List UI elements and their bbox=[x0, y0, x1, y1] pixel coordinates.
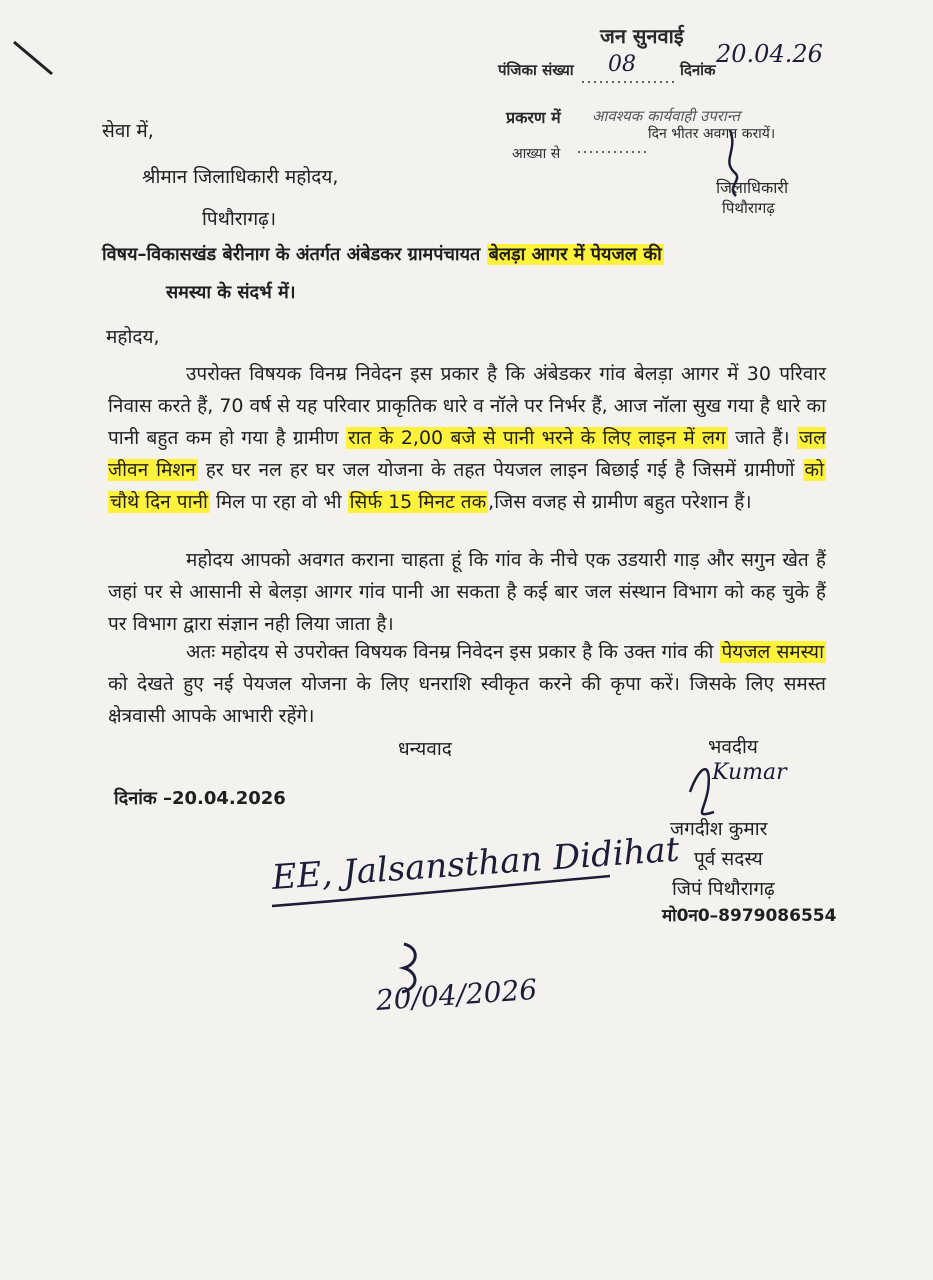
subject-line-2: समस्या के संदर्भ में। bbox=[166, 282, 296, 303]
stamp-akhya-text: दिन भीतर अवगत करायें। bbox=[648, 126, 776, 142]
subject-line-1 bbox=[102, 244, 664, 266]
paragraph-3 bbox=[108, 636, 826, 732]
p1-text-c: हर घर नल हर घर जल योजना के तहत पेयजल लाइन बिछाई गई है जिसमें ग्रामीणों bbox=[197, 459, 803, 481]
p3-text-a: अतः महोदय से उपरोक्त विषयक विनम्र निवेदन इस प्रकार है कि उक्त गांव की bbox=[186, 641, 720, 663]
endorsement-text: EE, Jalsansthan Didihat bbox=[270, 829, 681, 898]
stamp-register-no: 08 bbox=[608, 52, 636, 77]
p1-text-d: को bbox=[804, 459, 825, 481]
stamp-officer: जिलाधिकारी bbox=[716, 178, 789, 197]
yours-faithfully: भवदीय bbox=[708, 736, 758, 758]
p3-text-b: को देखते हुए नई पेयजल योजना के लिए धनराशि स्वीकृत करने की कृपा करें। जिसके लिए समस्त क्षेत्रवासी आपके आभारी रहेंगे। bbox=[108, 673, 826, 727]
p1-text-a: उपरोक्त विषयक विनम्र निवेदन इस प्रकार है कि अंबेडकर गांव बेलड़ा आगर में 30 परिवार निवास करते हैं, 70 वर्ष से यह परिवार प्राकृतिक धारे व नॉले पर निर्भर हैं, आज नॉला सुख गया है धारे का पानी बहुत कम हो गया है ग्रामीण bbox=[108, 363, 826, 449]
sender-name: जगदीश कुमार bbox=[670, 818, 768, 840]
letter-date: दिनांक –20.04.2026 bbox=[114, 788, 286, 809]
p1-highlight-4: सिर्फ 15 मिनट तक bbox=[349, 491, 487, 513]
stamp-akhya-label: आख्या से bbox=[512, 146, 561, 162]
to-line-1: सेवा में, bbox=[102, 120, 154, 142]
stamp-date-label: दिनांक bbox=[680, 61, 716, 79]
stamp-title: जन सुनवाई bbox=[600, 24, 684, 48]
paragraph-2 bbox=[108, 544, 826, 640]
stamp-register-label: पंजिका संख्या bbox=[498, 61, 574, 79]
stamp-date-value: 20.04.26 bbox=[716, 40, 823, 68]
sender-signature bbox=[690, 769, 714, 814]
endorsement-date: 20/04/2026 bbox=[374, 972, 539, 1017]
scan-mark bbox=[14, 42, 52, 74]
p1-text-b: जाते हैं। bbox=[727, 427, 797, 449]
to-line-2: श्रीमान जिलाधिकारी महोदय, bbox=[142, 166, 339, 188]
p3-highlight: पेयजल समस्या bbox=[721, 641, 824, 663]
thanks: धन्यवाद bbox=[398, 738, 452, 760]
stamp-prakaran-label: प्रकरण में bbox=[506, 108, 561, 127]
subject-prefix: विषय–विकासखंड बेरीनाग के अंतर्गत अंबेडकर ग्रामपंचायत bbox=[102, 244, 487, 265]
stamp-prakaran-hand: आवश्यक कार्यवाही उपरान्त bbox=[592, 107, 740, 125]
p2-text: महोदय आपको अवगत कराना चाहता हूं कि गांव के नीचे एक उडयारी गाड़ और सगुन खेत हैं जहां पर से आसानी से बेलड़ा आगर गांव पानी आ सकता है कई बार जल संस्थान विभाग को कह चुके हैं पर विभाग द्वारा संज्ञान नही लिया जाता है। bbox=[108, 549, 826, 635]
sender-signature-text: Kumar bbox=[712, 760, 787, 785]
p1-highlight-3: चौथे दिन पानी bbox=[110, 491, 208, 513]
paragraph-1 bbox=[108, 358, 826, 518]
p1-text-f: ,जिस वजह से ग्रामीण बहुत परेशान हैं। bbox=[488, 491, 752, 513]
stamp-officer-place: पिथौरागढ़ bbox=[722, 199, 775, 217]
p1-highlight-2: जल जीवन मिशन bbox=[108, 427, 826, 481]
sender-org: जिपं पिथौरागढ़ bbox=[672, 878, 775, 900]
sender-mobile: मो0न0–8979086554 bbox=[662, 906, 837, 926]
p1-text-e: मिल पा रहा वो भी bbox=[209, 491, 348, 513]
salutation: महोदय, bbox=[106, 326, 160, 348]
to-line-3: पिथौरागढ़। bbox=[202, 208, 277, 230]
p1-highlight-1: रात के 2,00 बजे से पानी भरने के लिए लाइन में लग bbox=[347, 427, 726, 449]
sender-post: पूर्व सदस्य bbox=[694, 848, 763, 870]
subject-highlight: बेलड़ा आगर में पेयजल की bbox=[488, 244, 662, 265]
